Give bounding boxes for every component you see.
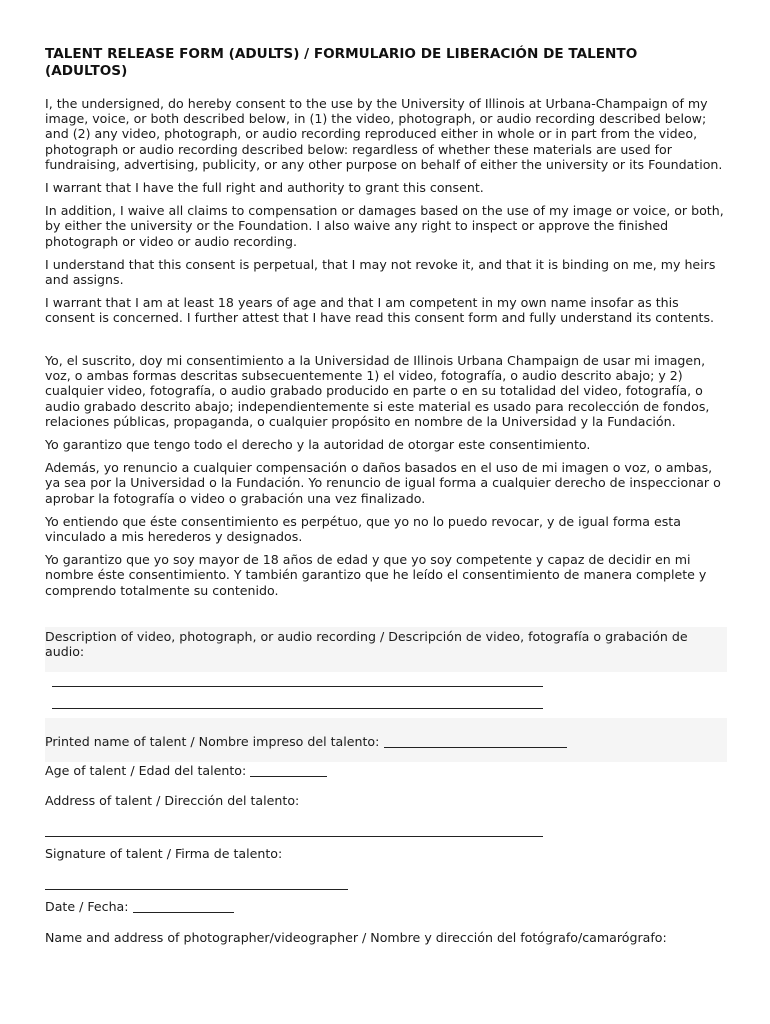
spanish-terms <box>45 353 727 606</box>
printed-name-line[interactable] <box>384 747 567 748</box>
printed-name-label: Printed name of talent / Nombre impreso del talento: <box>45 734 380 749</box>
english-paragraph-3: In addition, I waive all claims to compensation or damages based on the use of my image or voice, or both, by either the university or the Foundation. I also waive any right to inspect or approve the finished photograph or video or audio recording. <box>45 203 724 249</box>
english-paragraph-5: I warrant that I am at least 18 years of age and that I am competent in my own name insofar as this consent is concerned. I further attest that I have read this consent form and fully understand its contents. <box>45 295 715 326</box>
description-line-2[interactable] <box>52 708 543 709</box>
spanish-paragraph-3: Además, yo renuncio a cualquier compensación o daños basados en el uso de mi imagen o voz, o ambas, ya sea por la Universidad o la Fundación. Yo renuncio de igual forma a cualquier derecho de inspeccionar o aprobar la fotografía o video o grabación una vez finalizado. <box>45 460 721 506</box>
english-paragraph-4: I understand that this consent is perpetual, that I may not revoke it, and that it is binding on me, my heirs and assigns. <box>45 256 716 288</box>
form-title: TALENT RELEASE FORM (ADULTS) / FORMULARIO DE LIBERACIÓN DE TALENTO (ADULTOS) <box>45 46 638 79</box>
spanish-paragraph-2: Yo garantizo que tengo todo el derecho y la autoridad de otorgar este consentimiento. <box>45 437 591 453</box>
english-paragraph-1: I, the undersigned, do hereby consent to the use by the University of Illinois at Urbana-Champaign of my image, voice, or both described below, in (1) the video, photograph, or audio recording described below; and (2) any video, photograph, or audio recording reproduced either in whole or in part from the video, photograph or audio recording described below: regardless of whether these materials are used for fundraising, advertising, publicity, or any other purpose on behalf of either the university or its Foundation. <box>45 96 723 172</box>
date-label: Date / Fecha: <box>45 899 129 914</box>
date-line[interactable] <box>133 912 234 913</box>
spanish-paragraph-1: Yo, el suscrito, doy mi consentimiento a la Universidad de Illinois Urbana Champaign de usar mi imagen, voz, o ambas formas descritas subsecuentemente 1) el video, fotografía, o audio descrito abajo; y 2) cualquier video, fotografía, o audio grabado producido en parte o en su totalidad del video, fotografía, o audio grabado descrito abajo; independientemente si este material es usado para recolección de fondos, relaciones públicas, propaganda, o cualquier propósito en nombre de la Universidad y la Fundación. <box>45 353 710 429</box>
english-terms <box>45 96 727 334</box>
signature-line[interactable] <box>45 889 348 890</box>
spanish-paragraph-4: Yo entiendo que éste consentimiento es perpétuo, que yo no lo puedo revocar, y de igual forma esta vinculado a mis herederos y designados. <box>45 513 681 545</box>
english-paragraph-2: I warrant that I have the full right and authority to grant this consent. <box>45 180 484 196</box>
spanish-paragraph-5: Yo garantizo que yo soy mayor de 18 años de edad y que yo soy competente y capaz de decidir en mi nombre éste consentimiento. Y también garantizo que he leído el consentimiento de manera complete y comprendo totalmente su contenido. <box>45 552 707 598</box>
signature-label: Signature of talent / Firma de talento: <box>45 846 283 861</box>
photographer-label: Name and address of photographer/videographer / Nombre y dirección del fotógrafo/camarógrafo: <box>45 930 667 945</box>
description-label: Description of video, photograph, or audio recording / Descripción de video, fotografía o grabación de audio: <box>45 629 688 660</box>
age-line[interactable] <box>250 776 327 777</box>
description-line-1[interactable] <box>52 686 543 687</box>
address-line[interactable] <box>45 836 543 837</box>
address-label: Address of talent / Dirección del talento: <box>45 793 300 808</box>
age-label: Age of talent / Edad del talento: <box>45 763 247 778</box>
